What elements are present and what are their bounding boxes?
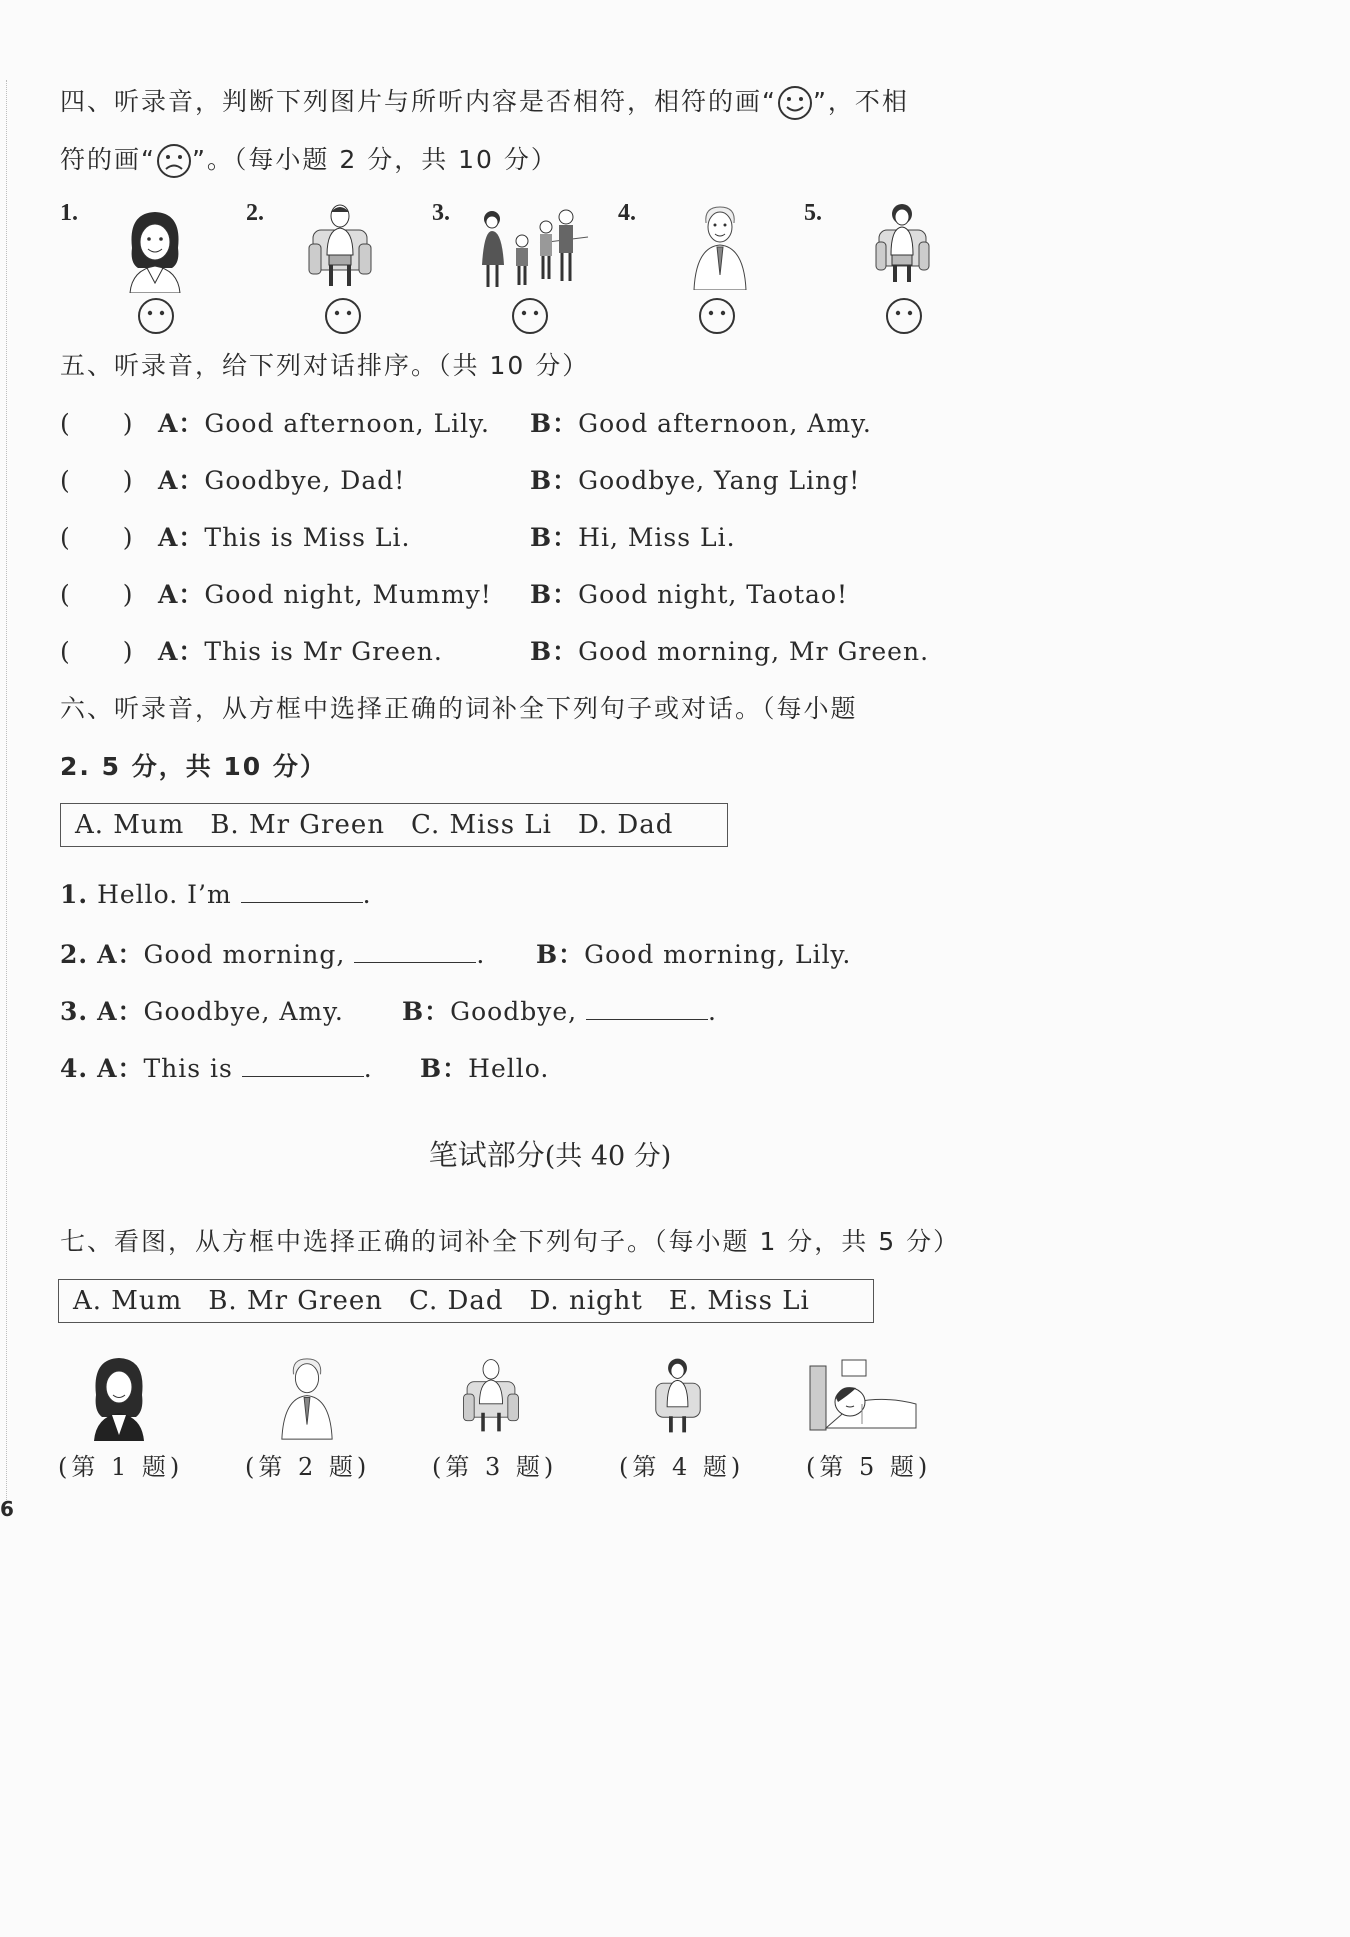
speaker-b-label: B：	[530, 580, 579, 609]
question-text: Good morning, Lily.	[584, 940, 852, 969]
section4-text-c: 符的画“	[60, 145, 156, 174]
period: .	[362, 880, 372, 909]
section4-title-line2	[60, 140, 558, 179]
section4-text-d: ”。（每小题 2 分，共 10 分）	[191, 145, 558, 174]
speaker-a-text: This is Mr Green.	[204, 637, 443, 666]
item-number: 5.	[804, 200, 822, 226]
binding-dotted-line	[6, 80, 7, 1500]
question-text: Goodbye, Amy.	[143, 997, 344, 1026]
caption-q1: (第 1 题)	[58, 1453, 184, 1481]
caption-q2: (第 2 题)	[245, 1453, 371, 1481]
item-number: 4.	[618, 200, 636, 226]
written-part-title: 笔试部分	[428, 1138, 545, 1172]
item-number: 1.	[60, 200, 78, 226]
speaker-a-text: Goodbye, Dad!	[204, 466, 406, 495]
section6-word-bank	[60, 803, 728, 847]
answer-circle-1[interactable]	[136, 296, 176, 336]
answer-circle-4[interactable]	[697, 296, 737, 336]
speaker-b-text: Hi, Miss Li.	[578, 523, 736, 552]
woman-portrait-image	[120, 208, 190, 293]
question-number: 1.	[60, 880, 89, 909]
word-option: C. Dad	[409, 1286, 504, 1316]
question-text: Hello.	[468, 1054, 550, 1083]
word-option: D. night	[529, 1286, 643, 1316]
speaker-a-text: Good night, Mummy!	[204, 580, 492, 609]
section7-title: 七、看图，从方框中选择正确的词补全下列句子。（每小题 1 分，共 5 分）	[60, 1227, 961, 1256]
dialogue-row	[60, 461, 861, 497]
caption-q5: (第 5 题)	[806, 1453, 932, 1481]
woman-in-armchair-image	[875, 200, 930, 285]
question-1	[60, 878, 372, 909]
word-option: A. Mum	[73, 1286, 183, 1316]
question-text: Good morning,	[143, 940, 346, 969]
man-in-armchair-image	[460, 1352, 522, 1438]
question-text: This is	[143, 1054, 233, 1083]
speaker-a-text: Good afternoon, Lily.	[204, 409, 490, 438]
dialogue-row	[60, 404, 872, 440]
section5-title: 五、听录音，给下列对话排序。（共 10 分）	[60, 351, 590, 380]
section7-word-bank	[58, 1279, 874, 1323]
section4-title-line1	[60, 82, 909, 121]
speaker-b-text: Good afternoon, Amy.	[578, 409, 872, 438]
speaker-b-label: B：	[530, 466, 579, 495]
order-blank[interactable]: ( )	[60, 466, 134, 495]
answer-blank[interactable]	[586, 995, 708, 1020]
speaker-a-label: A：	[158, 409, 205, 438]
answer-blank[interactable]	[241, 878, 363, 903]
period: .	[476, 940, 486, 969]
speaker-b-text: Good morning, Mr Green.	[578, 637, 930, 666]
question-2	[60, 935, 852, 971]
speaker-b-label: B：	[536, 940, 585, 969]
speaker-b-text: Good night, Taotao!	[578, 580, 849, 609]
section6-title-line2: 2. 5 分，共 10 分）	[60, 752, 327, 781]
word-option: B. Mr Green	[210, 810, 385, 840]
section4-text-b: ”，不相	[812, 87, 909, 116]
speaker-b-label: B：	[402, 997, 451, 1026]
man-in-armchair-image	[305, 200, 375, 290]
speaker-a-label: A：	[158, 466, 205, 495]
question-3	[60, 992, 717, 1028]
woman-in-armchair-image	[652, 1352, 704, 1438]
section4-text-a: 四、听录音，判断下列图片与所听内容是否相符，相符的画“	[60, 87, 777, 116]
man-with-tie-image	[278, 1355, 336, 1441]
speaker-b-label: B：	[530, 523, 579, 552]
dialogue-row	[60, 632, 930, 668]
answer-circle-3[interactable]	[510, 296, 550, 336]
written-part-points: (共 40 分)	[544, 1141, 672, 1172]
family-group-image	[470, 205, 590, 290]
order-blank[interactable]: ( )	[60, 580, 134, 609]
child-sleeping-in-bed-image	[806, 1358, 924, 1438]
word-option: B. Mr Green	[208, 1286, 383, 1316]
answer-blank[interactable]	[242, 1052, 364, 1077]
question-text: Goodbye,	[450, 997, 578, 1026]
answer-blank[interactable]	[354, 938, 476, 963]
speaker-a-label: A：	[97, 997, 144, 1026]
section6-title-line1: 六、听录音，从方框中选择正确的词补全下列句子或对话。（每小题	[60, 694, 858, 723]
word-option: E. Miss Li	[668, 1286, 810, 1316]
written-part-heading	[0, 1133, 1100, 1174]
speaker-a-label: A：	[158, 523, 205, 552]
dialogue-row	[60, 575, 849, 611]
speaker-a-label: A：	[97, 940, 144, 969]
speaker-b-label: B：	[420, 1054, 469, 1083]
item-number: 2.	[246, 200, 264, 226]
word-option: C. Miss Li	[411, 810, 552, 840]
caption-q3: (第 3 题)	[432, 1453, 558, 1481]
question-number: 2.	[60, 940, 89, 969]
question-number: 4.	[60, 1054, 89, 1083]
word-option: A. Mum	[75, 810, 185, 840]
order-blank[interactable]: ( )	[60, 409, 134, 438]
order-blank[interactable]: ( )	[60, 523, 134, 552]
caption-q4: (第 4 题)	[619, 1453, 745, 1481]
woman-dark-hair-image	[88, 1355, 150, 1441]
question-number: 3.	[60, 997, 89, 1026]
answer-circle-5[interactable]	[884, 296, 924, 336]
period: .	[708, 997, 717, 1026]
question-text: Hello. I’m	[97, 880, 232, 909]
speaker-b-text: Goodbye, Yang Ling!	[578, 466, 861, 495]
frown-face-icon	[156, 143, 192, 179]
period: .	[363, 1054, 373, 1083]
smile-face-icon	[777, 85, 813, 121]
question-4	[60, 1049, 550, 1085]
speaker-a-label: A：	[158, 637, 205, 666]
man-with-tie-image	[690, 205, 750, 290]
speaker-a-label: A：	[97, 1054, 144, 1083]
order-blank[interactable]: ( )	[60, 637, 134, 666]
speaker-b-label: B：	[530, 409, 579, 438]
item-number: 3.	[432, 200, 450, 226]
speaker-a-label: A：	[158, 580, 205, 609]
answer-circle-2[interactable]	[323, 296, 363, 336]
speaker-a-text: This is Miss Li.	[204, 523, 411, 552]
dialogue-row	[60, 518, 736, 554]
word-option: D. Dad	[577, 810, 674, 840]
speaker-b-label: B：	[530, 637, 579, 666]
page-number: 6	[0, 1497, 14, 1521]
